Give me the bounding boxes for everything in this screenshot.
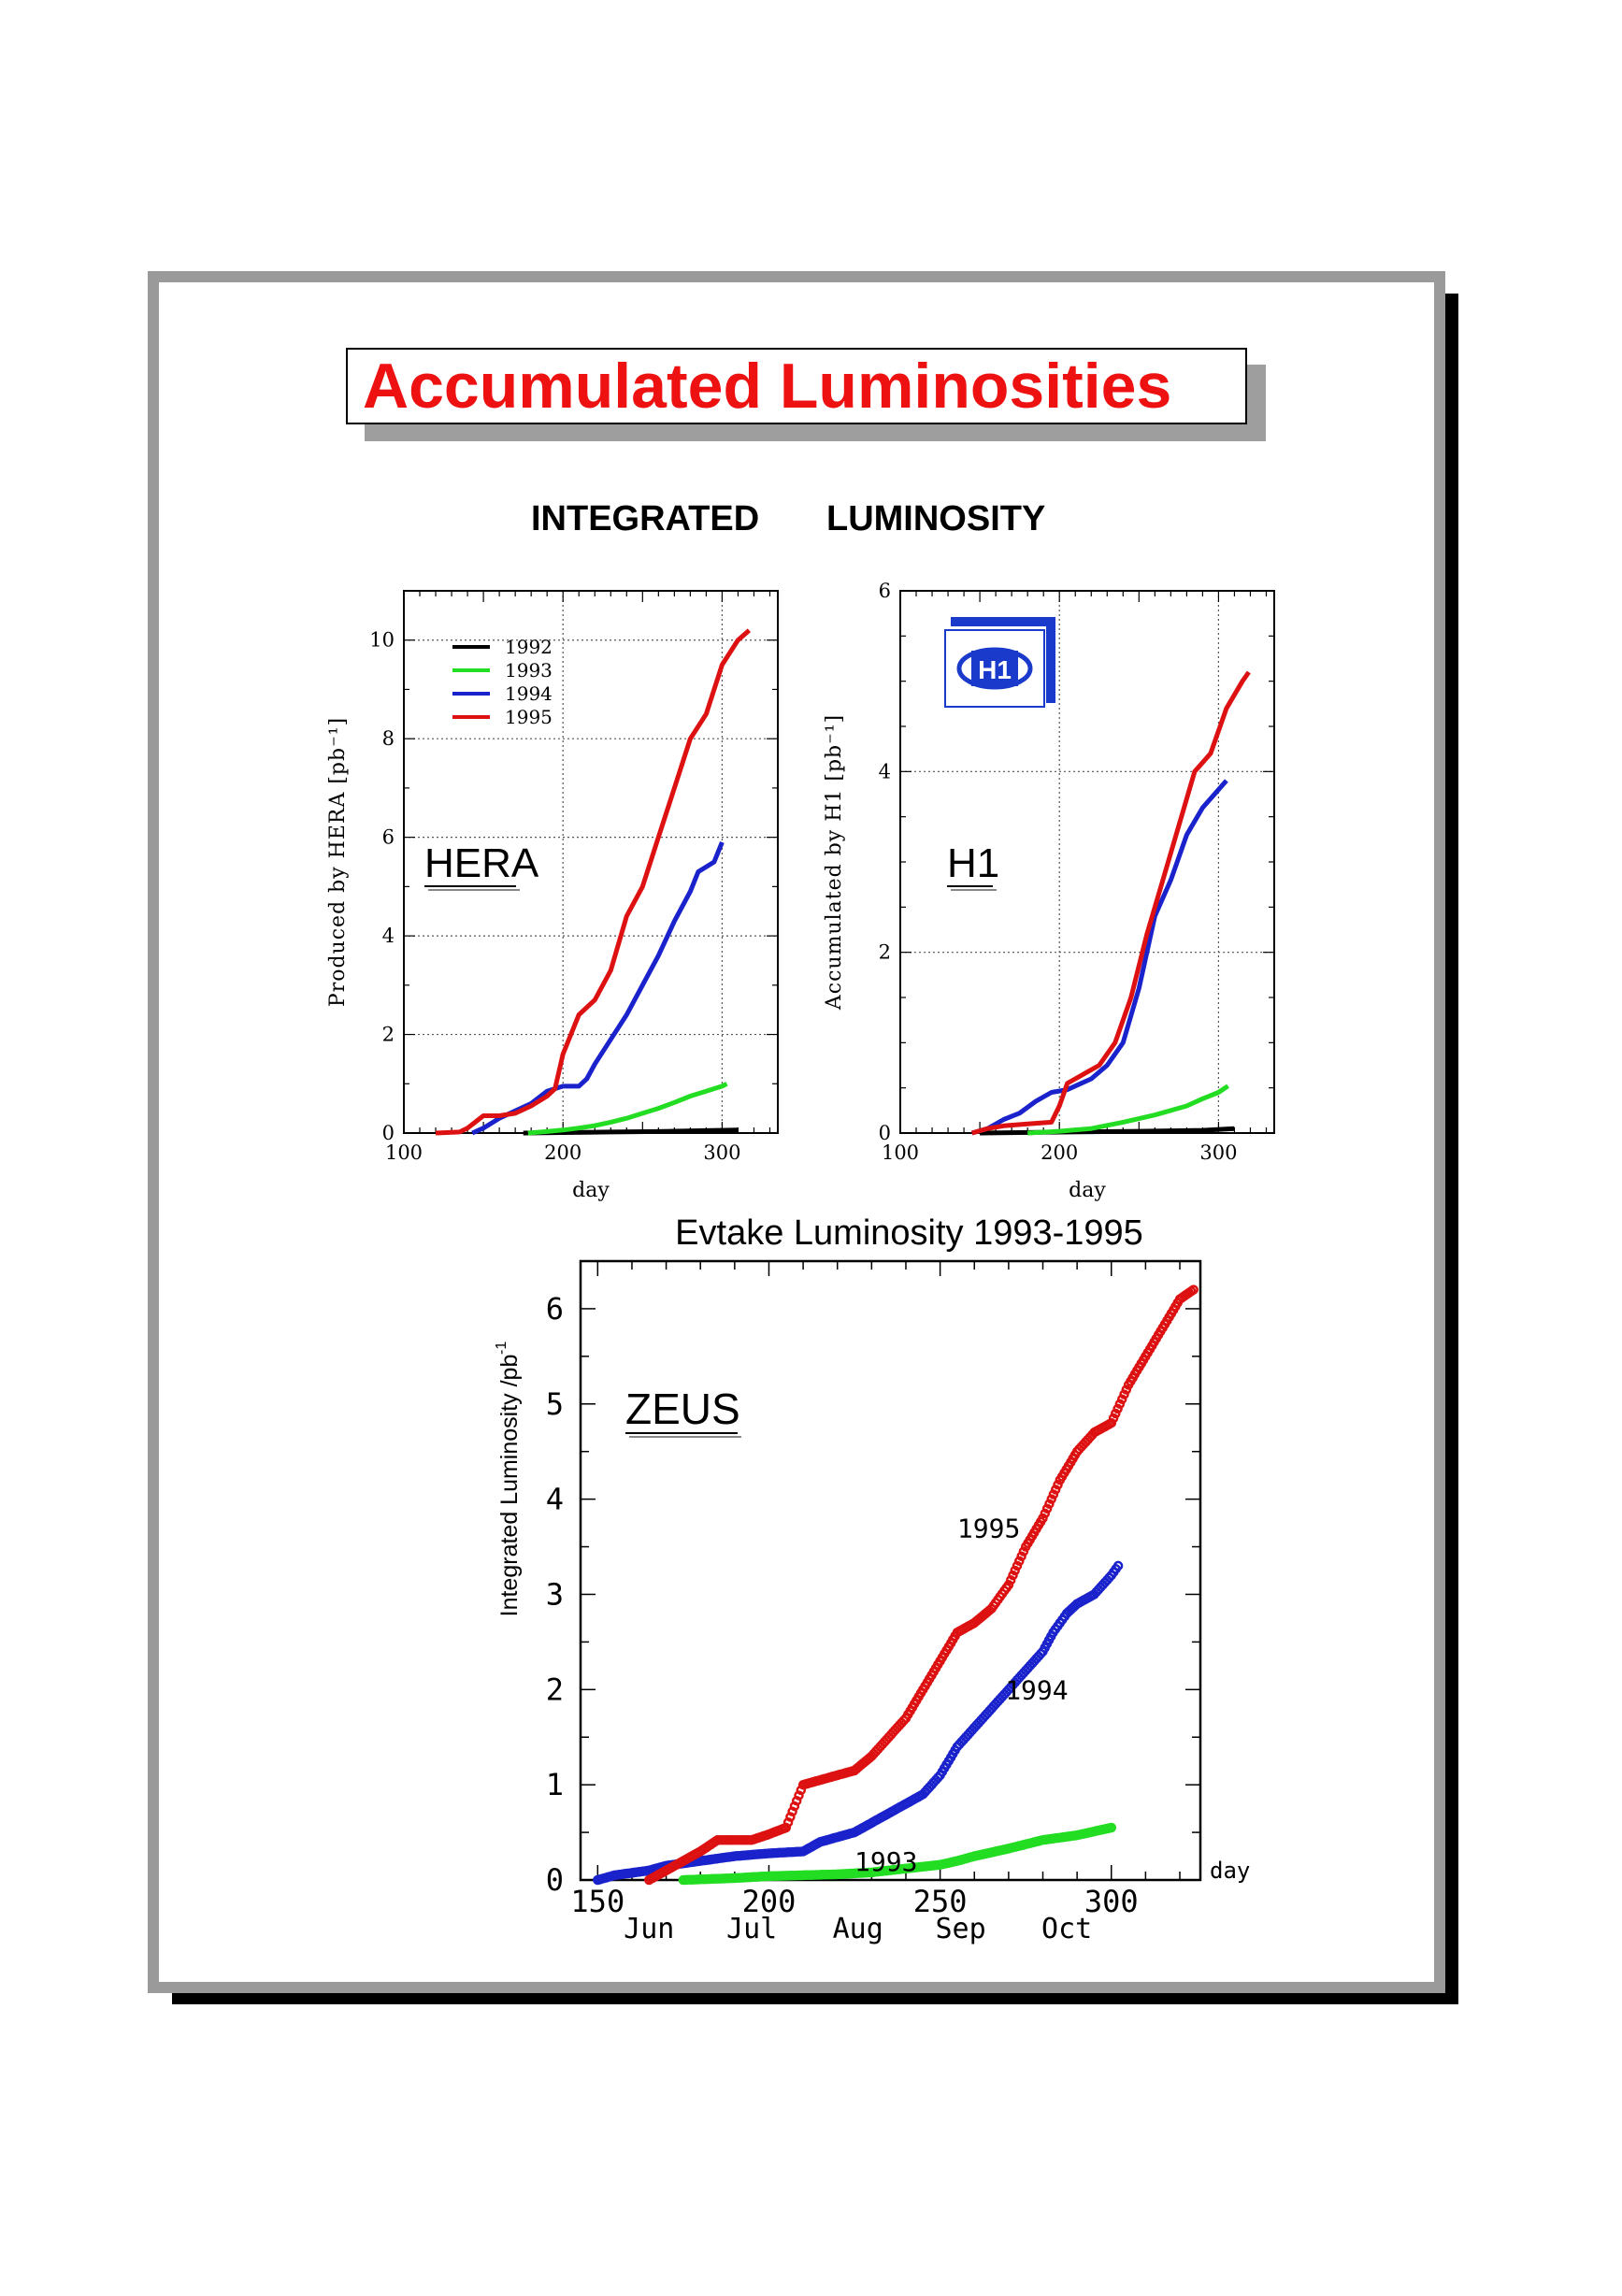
hera-legend-label-1992: 1992 (505, 636, 553, 658)
hera-y-tick-label: 10 (369, 628, 395, 652)
zeus-y-tick-label: 0 (545, 1862, 564, 1898)
zeus-y-tick-label: 4 (545, 1481, 564, 1517)
zeus-month-label-jul: Jul (726, 1913, 778, 1945)
hera-x-tick-label: 100 (384, 1141, 423, 1164)
page-title: Accumulated Luminosities (363, 351, 1172, 422)
hera-legend-label-1995: 1995 (505, 706, 553, 728)
section-title-word-2: LUMINOSITY (826, 499, 1046, 538)
zeus-plot-frame (581, 1261, 1200, 1880)
zeus-x-tick-label: 300 (1084, 1884, 1139, 1919)
h1-y-tick-label: 2 (878, 940, 891, 964)
hera-x-tick-label: 300 (703, 1141, 741, 1164)
zeus-y-tick-label: 6 (545, 1290, 564, 1327)
section-title-word-1: INTEGRATED (531, 499, 760, 538)
zeus-x-tick-label: 150 (570, 1884, 625, 1919)
hera-y-tick-label: 6 (381, 825, 395, 849)
h1-y-tick-label: 6 (878, 580, 891, 602)
zeus-x-tick-label: 250 (912, 1884, 968, 1919)
h1-x-axis-label: day (1069, 1179, 1106, 1202)
h1-x-tick-label: 200 (1041, 1141, 1079, 1164)
zeus-month-label-sep: Sep (935, 1913, 986, 1945)
zeus-y-axis-label: Integrated Luminosity /pb (496, 1354, 523, 1617)
h1-x-tick-label: 300 (1199, 1141, 1238, 1164)
hera-y-tick-label: 0 (381, 1122, 395, 1144)
zeus-y-tick-label: 2 (545, 1672, 564, 1708)
zeus-series-label-1993: 1993 (854, 1845, 918, 1877)
hera-panel-label: HERA (424, 840, 539, 886)
zeus-chart-title: Evtake Luminosity 1993-1995 (675, 1213, 1143, 1253)
zeus-month-label-jun: Jun (624, 1913, 675, 1945)
zeus-y-tick-label: 1 (545, 1767, 564, 1803)
hera-y-tick-label: 2 (381, 1023, 395, 1046)
zeus-y-axis-label-sup: -1 (494, 1341, 510, 1355)
zeus-x-tick-label: 200 (741, 1884, 797, 1919)
hera-y-axis-label: Produced by HERA [pb⁻¹] (326, 716, 350, 1008)
zeus-series-label-1995: 1995 (956, 1513, 1021, 1544)
zeus-y-tick-label: 3 (545, 1576, 564, 1613)
hera-x-tick-label: 200 (544, 1141, 582, 1164)
zeus-month-label-aug: Aug (832, 1913, 883, 1945)
zeus-series-label-1994: 1994 (1005, 1674, 1069, 1706)
h1-y-axis-label: Accumulated by H1 [pb⁻¹] (823, 713, 846, 1011)
h1-panel-label: H1 (947, 840, 1000, 886)
hera-x-axis-label: day (572, 1179, 610, 1202)
hera-legend-label-1993: 1993 (505, 659, 553, 682)
zeus-y-tick-label: 5 (545, 1385, 564, 1422)
zeus-x-axis-label: day (1210, 1858, 1251, 1884)
h1-logo-letters: H1 (978, 655, 1012, 684)
h1-x-tick-label: 100 (881, 1141, 920, 1164)
hera-legend-label-1994: 1994 (505, 682, 553, 705)
zeus-panel-label: ZEUS (625, 1385, 740, 1433)
zeus-month-label-oct: Oct (1041, 1913, 1093, 1945)
h1-y-tick-label: 0 (878, 1122, 891, 1144)
h1-y-tick-label: 4 (878, 760, 891, 783)
hera-y-tick-label: 8 (381, 727, 395, 751)
hera-y-tick-label: 4 (381, 925, 395, 948)
